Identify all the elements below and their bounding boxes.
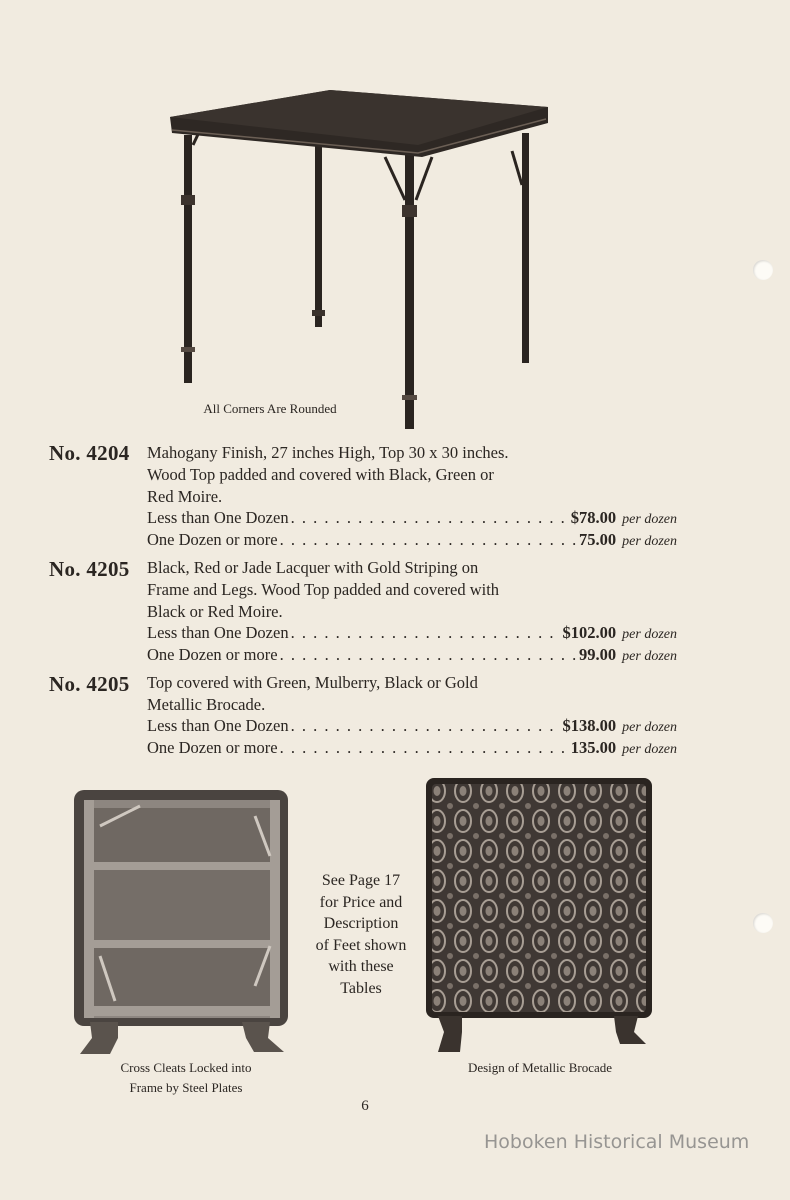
item-number: No. 4204 (49, 441, 130, 465)
price-unit: per dozen (622, 742, 677, 757)
page-number: 6 (361, 1098, 369, 1114)
price-amount: $138.00 (562, 716, 617, 735)
description-line: Frame and Legs. Wood Top padded and covered with (147, 580, 500, 599)
note-line: Tables (340, 979, 382, 997)
watermark: Hoboken Historical Museum (484, 1131, 750, 1153)
price-row (147, 738, 677, 760)
price-label: One Dozen or more (147, 645, 278, 664)
price-row (147, 623, 677, 645)
note-line: Description (323, 915, 399, 932)
note-line: with these (328, 958, 394, 975)
item-number: No. 4205 (49, 557, 130, 581)
note-line: See Page 17 (321, 872, 401, 889)
price-row (147, 716, 677, 738)
item-number: No. 4205 (49, 672, 130, 696)
price-unit: per dozen (622, 720, 677, 735)
leader-dots (280, 530, 577, 550)
binder-hole-top (753, 260, 773, 280)
price-amount: 135.00 (570, 738, 617, 757)
see-page-note (301, 870, 421, 999)
price-amount: 99.00 (579, 645, 617, 664)
leader-dots (280, 738, 569, 758)
price-amount: 75.00 (579, 530, 617, 549)
leader-dots (291, 623, 561, 643)
price-label: Less than One Dozen (147, 716, 289, 735)
brocade-table-illustration (424, 776, 656, 1056)
price-label: One Dozen or more (147, 738, 278, 757)
description-line: Top covered with Green, Mulberry, Black or Gold (147, 673, 478, 692)
price-unit: per dozen (622, 512, 677, 527)
item-description (147, 442, 687, 508)
description-line: Black or Red Moire. (147, 602, 283, 621)
description-line: Wood Top padded and covered with Black, Green or (147, 465, 494, 484)
price-row (147, 508, 677, 530)
description-line: Red Moire. (147, 487, 223, 506)
price-row (147, 530, 677, 552)
item-description (147, 557, 687, 623)
description-line: Mahogany Finish, 27 inches High, Top 30 x 30 inches. (147, 443, 509, 462)
caption-line: Frame by Steel Plates (129, 1080, 243, 1095)
top-image-caption: All Corners Are Rounded (203, 401, 337, 416)
price-row (147, 645, 677, 667)
price-label: Less than One Dozen (147, 623, 289, 642)
leader-dots (291, 716, 561, 736)
leader-dots (291, 508, 569, 528)
table-underside-illustration (70, 786, 294, 1056)
price-label: Less than One Dozen (147, 508, 289, 527)
description-line: Metallic Brocade. (147, 695, 266, 714)
note-line: of Feet shown (315, 936, 407, 954)
price-unit: per dozen (622, 649, 677, 664)
price-unit: per dozen (622, 627, 677, 642)
price-amount: $102.00 (562, 623, 617, 642)
leader-dots (280, 645, 577, 665)
price-amount: $78.00 (570, 508, 617, 527)
left-caption (86, 1058, 286, 1098)
binder-hole-bottom (753, 913, 773, 933)
description-line: Black, Red or Jade Lacquer with Gold Striping on (147, 558, 479, 577)
price-label: One Dozen or more (147, 530, 278, 549)
caption-line: Cross Cleats Locked into (120, 1060, 252, 1075)
card-table-illustration (160, 85, 560, 435)
right-caption: Design of Metallic Brocade (467, 1060, 613, 1075)
price-unit: per dozen (622, 534, 677, 549)
note-line: for Price and (319, 893, 403, 911)
item-description (147, 672, 687, 716)
